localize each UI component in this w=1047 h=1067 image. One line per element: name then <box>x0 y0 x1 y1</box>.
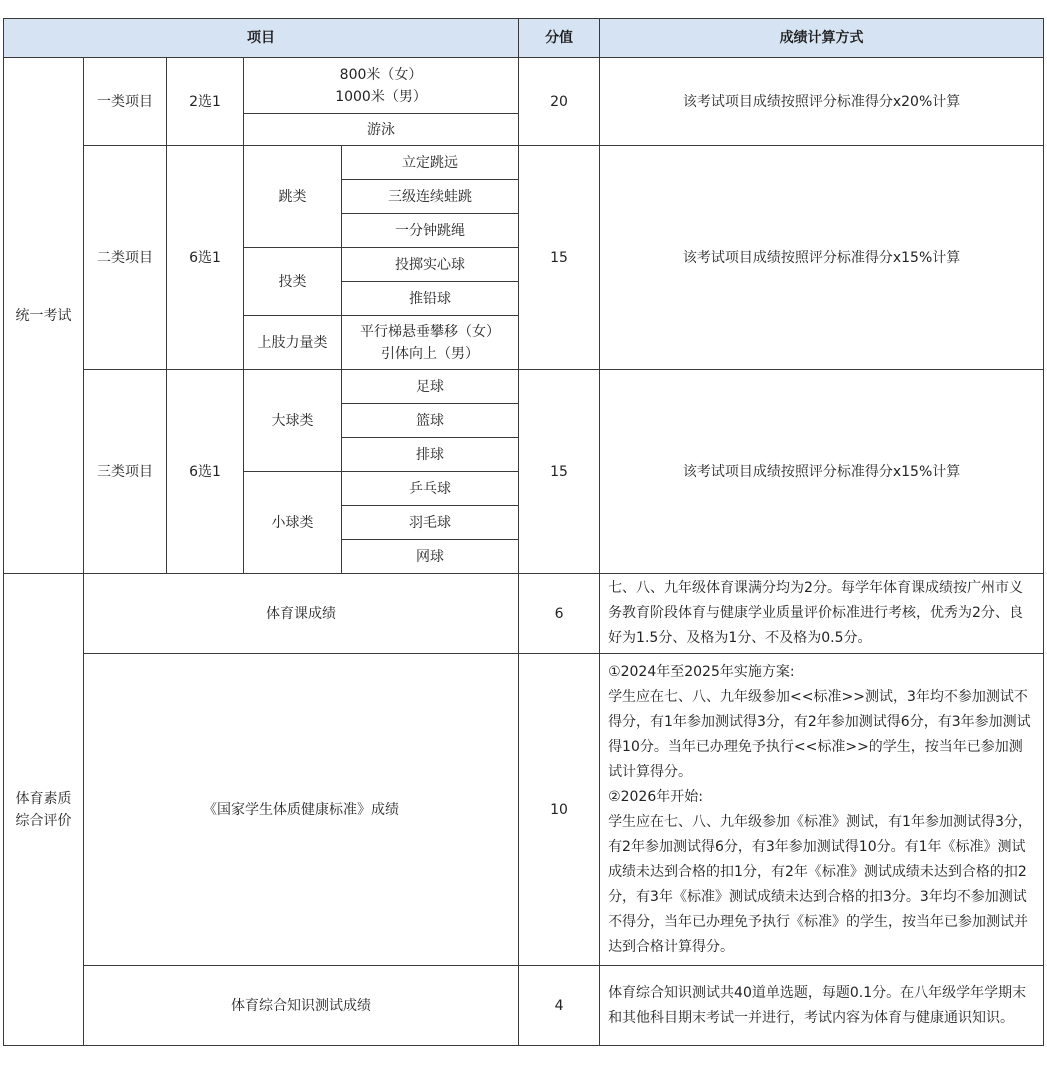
upper-men: 引体向上（男） <box>381 345 480 362</box>
quality-label <box>4 574 84 1046</box>
cat2-name: 二类项目 <box>84 146 167 370</box>
knowledge-score: 4 <box>519 966 600 1046</box>
cat1-score: 20 <box>519 58 600 146</box>
cat3-item: 排球 <box>342 438 519 472</box>
exam-label: 统一考试 <box>4 58 84 574</box>
header-score: 分值 <box>519 19 600 58</box>
table-row <box>4 146 1044 180</box>
cat3-method: 该考试项目成绩按照评分标准得分x15%计算 <box>600 370 1044 574</box>
header-method: 成绩计算方式 <box>600 19 1044 58</box>
standard-p1-body: 学生应在七、八、九年级参加<<标准>>测试，3年均不参加测试不得分，有1年参加测试得3分，有2年参加测试得6分，有3年参加测试得10分。当年已办理免予执行<<标准>>的学生，按当年已参加测试计算得分。 <box>608 688 1031 780</box>
header-row <box>4 19 1044 58</box>
standard-p2-title: ②2026年开始: <box>608 788 703 805</box>
cat1-swim: 游泳 <box>244 114 519 146</box>
cat1-run <box>244 58 519 114</box>
cat2-choose: 6选1 <box>167 146 244 370</box>
run-men: 1000米（男） <box>335 88 427 105</box>
table-row <box>4 370 1044 404</box>
cat3-item: 乒乓球 <box>342 472 519 506</box>
table-row <box>4 966 1044 1046</box>
cat3-item: 足球 <box>342 370 519 404</box>
table-row <box>4 574 1044 654</box>
exam-scoring-table <box>3 18 1044 1046</box>
cat3-item: 篮球 <box>342 404 519 438</box>
standard-score: 10 <box>519 654 600 966</box>
table-row <box>4 654 1044 966</box>
upper-women: 平行梯悬垂攀移（女） <box>360 323 501 340</box>
cat3-item: 网球 <box>342 540 519 574</box>
cat3-item: 羽毛球 <box>342 506 519 540</box>
standard-name: 《国家学生体质健康标准》成绩 <box>84 654 519 966</box>
pe-desc: 七、八、九年级体育课满分均为2分。每学年体育课成绩按广州市义务教育阶段体育与健康学业质量评价标准进行考核，优秀为2分、良好为1.5分、及格为1分、不及格为0.5分。 <box>600 574 1044 654</box>
cat3-score: 15 <box>519 370 600 574</box>
quality-label-line: 综合评价 <box>15 812 72 829</box>
quality-label-line: 体育素质 <box>15 790 72 807</box>
cat1-method: 该考试项目成绩按照评分标准得分x20%计算 <box>600 58 1044 146</box>
cat3-choose: 6选1 <box>167 370 244 574</box>
cat2-item: 推铅球 <box>342 282 519 316</box>
cat3-big-group: 大球类 <box>244 370 342 472</box>
knowledge-name: 体育综合知识测试成绩 <box>84 966 519 1046</box>
cat2-score: 15 <box>519 146 600 370</box>
cat3-small-group: 小球类 <box>244 472 342 574</box>
cat2-jump-group: 跳类 <box>244 146 342 248</box>
cat2-item: 一分钟跳绳 <box>342 214 519 248</box>
table-row <box>4 58 1044 114</box>
cat2-item: 三级连续蛙跳 <box>342 180 519 214</box>
cat2-method: 该考试项目成绩按照评分标准得分x15%计算 <box>600 146 1044 370</box>
cat2-throw-group: 投类 <box>244 248 342 316</box>
cat2-item: 立定跳远 <box>342 146 519 180</box>
knowledge-desc: 体育综合知识测试共40道单选题，每题0.1分。在八年级学年学期末和其他科目期末考试一并进行，考试内容为体育与健康通识知识。 <box>600 966 1044 1046</box>
standard-p2-body: 学生应在七、八、九年级参加《标准》测试，有1年参加测试得3分，有2年参加测试得6分，有3年参加测试得10分。有1年《标准》测试成绩未达到合格的扣1分，有2年《标准》测试成绩未达到合格的扣2分，有3年《标准》测试成绩未达到合格的扣3分。3年均不参加测试不得分，当年已办理免予执行《标准》的学生，按当年已参加测试并达到合格计算得分。 <box>608 813 1032 955</box>
cat3-name: 三类项目 <box>84 370 167 574</box>
cat1-name: 一类项目 <box>84 58 167 146</box>
pe-name: 体育课成绩 <box>84 574 519 654</box>
standard-p1-title: ①2024年至2025年实施方案: <box>608 663 795 680</box>
pe-score: 6 <box>519 574 600 654</box>
standard-desc <box>600 654 1044 966</box>
cat2-item: 投掷实心球 <box>342 248 519 282</box>
run-women: 800米（女） <box>339 66 423 83</box>
cat2-upper-items <box>342 316 519 370</box>
cat1-choose: 2选1 <box>167 58 244 146</box>
cat2-upper-group: 上肢力量类 <box>244 316 342 370</box>
header-project: 项目 <box>4 19 519 58</box>
